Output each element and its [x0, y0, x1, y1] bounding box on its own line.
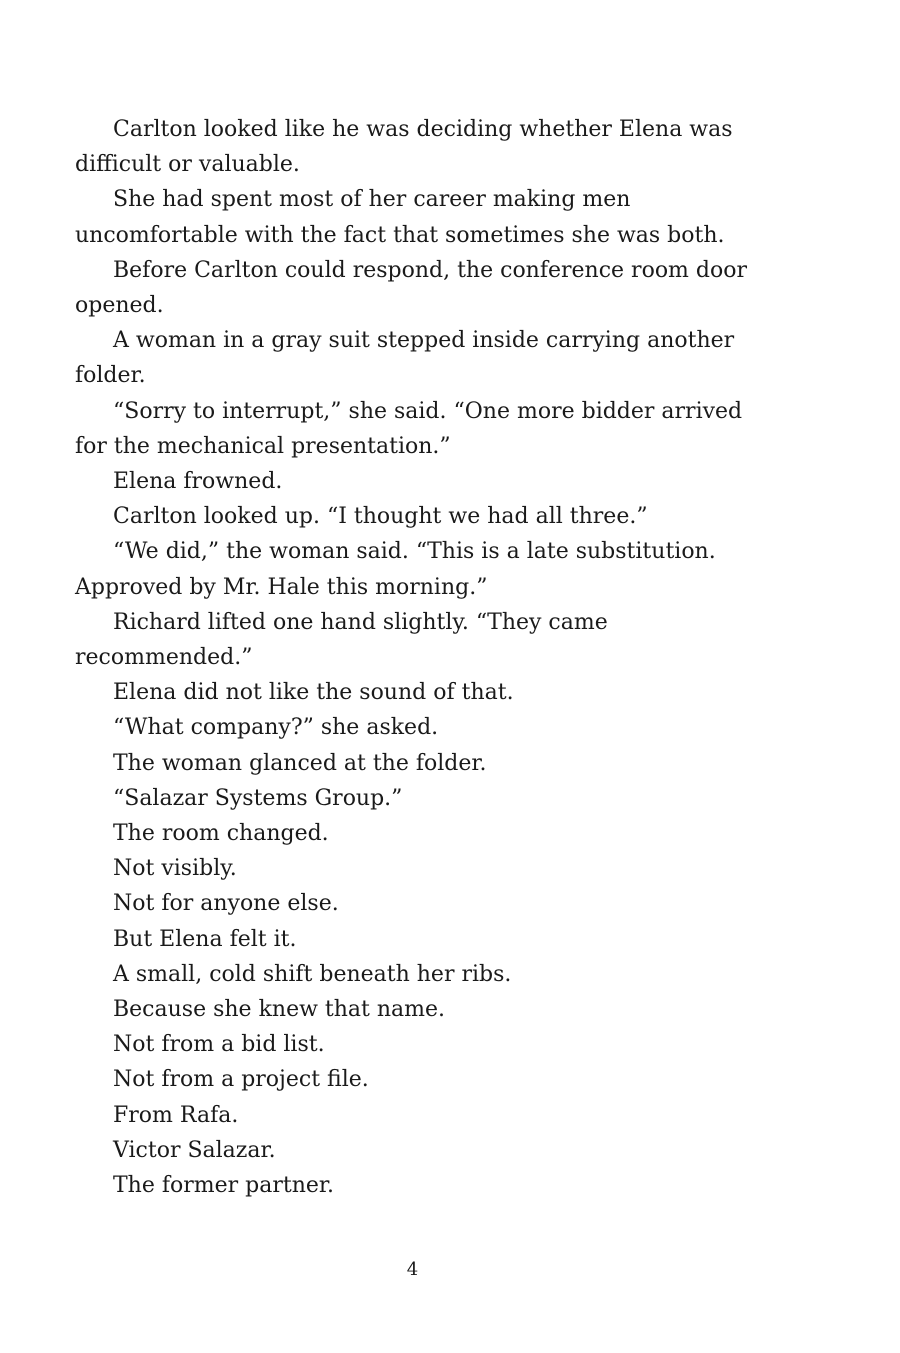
page-body	[75, 112, 765, 1203]
paragraph: From Rafa.	[113, 1102, 239, 1128]
paragraph: Not for anyone else.	[113, 891, 339, 917]
paragraph: Because she knew that name.	[113, 997, 446, 1023]
paragraph: Richard lifted one hand slightly. “They came recommended.”	[75, 609, 608, 671]
paragraph: A small, cold shift beneath her ribs.	[113, 961, 512, 987]
paragraph: Elena frowned.	[113, 469, 283, 495]
paragraph: The room changed.	[113, 821, 329, 847]
paragraph: “Salazar Systems Group.”	[113, 785, 403, 811]
page-number: 4	[406, 1259, 419, 1280]
paragraph: “We did,” the woman said. “This is a late substitution. Approved by Mr. Hale this morning.”	[75, 539, 716, 600]
paragraph: Not from a project file.	[113, 1067, 369, 1093]
paragraph: Before Carlton could respond, the conference room door opened.	[75, 257, 748, 319]
paragraph: But Elena felt it.	[113, 926, 297, 952]
paragraph: The woman glanced at the folder.	[113, 750, 487, 776]
paragraph: The former partner.	[113, 1173, 334, 1199]
paragraph: Not from a bid list.	[113, 1032, 325, 1058]
paragraph: She had spent most of her career making men uncomfortable with the fact that sometimes she was both.	[75, 187, 725, 248]
paragraph: Carlton looked like he was deciding whether Elena was difficult or valuable.	[75, 117, 733, 178]
paragraph: A woman in a gray suit stepped inside carrying another folder.	[75, 328, 735, 389]
paragraph: Carlton looked up. “I thought we had all three.”	[113, 504, 648, 530]
paragraph: “What company?” she asked.	[113, 715, 439, 741]
paragraph: “Sorry to interrupt,” she said. “One more bidder arrived for the mechanical presentation.”	[75, 398, 743, 459]
paragraph: Victor Salazar.	[113, 1137, 276, 1163]
paragraph: Not visibly.	[113, 856, 237, 882]
paragraph: Elena did not like the sound of that.	[113, 680, 514, 706]
